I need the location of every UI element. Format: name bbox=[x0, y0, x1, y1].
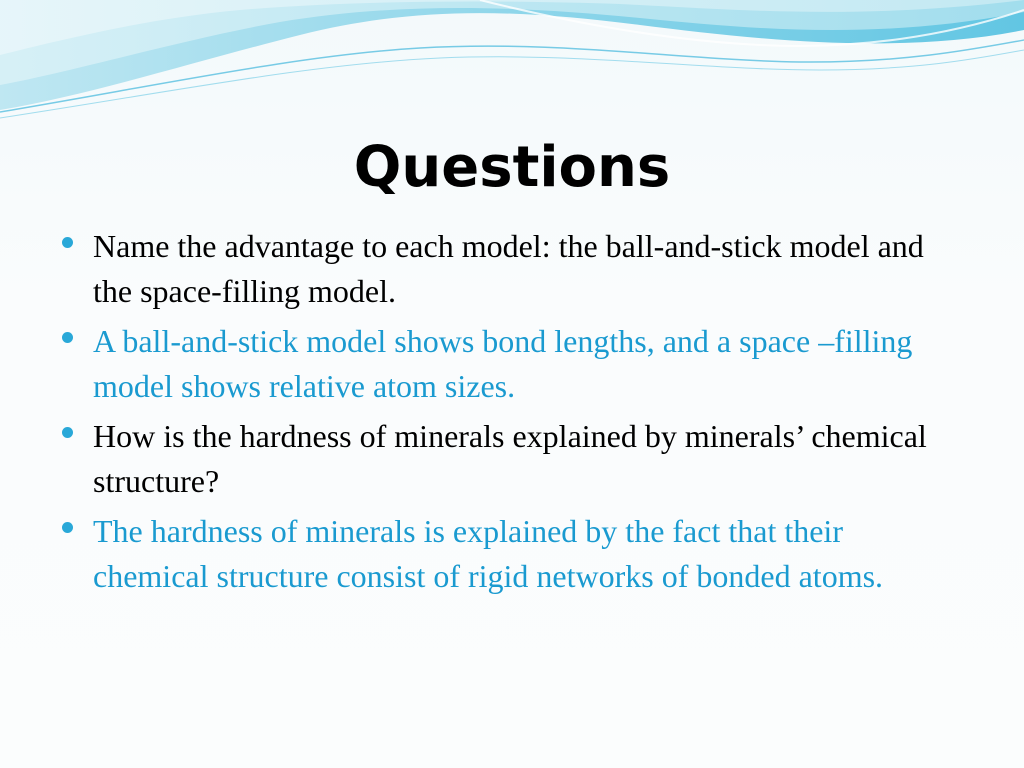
bullet-item bbox=[62, 509, 962, 599]
bullet-text: A ball-and-stick model shows bond lengths, and a space –filling model shows relative atom sizes. bbox=[93, 323, 913, 404]
bullet-dot-icon bbox=[62, 332, 73, 343]
bullet-item bbox=[62, 224, 962, 314]
slide-title: Questions bbox=[353, 135, 671, 200]
bullet-dot-icon bbox=[62, 237, 73, 248]
bullet-dot-icon bbox=[62, 427, 73, 438]
bullet-item bbox=[62, 319, 962, 409]
bullet-list bbox=[62, 224, 962, 604]
bullet-dot-icon bbox=[62, 522, 73, 533]
bullet-text: The hardness of minerals is explained by the fact that their chemical structure consist of rigid networks of bonded atoms. bbox=[93, 513, 884, 594]
bullet-item bbox=[62, 414, 962, 504]
bullet-text: Name the advantage to each model: the ball-and-stick model and the space-filling model. bbox=[93, 228, 924, 309]
decorative-wave-header bbox=[0, 0, 1024, 130]
bullet-text: How is the hardness of minerals explained by minerals’ chemical structure? bbox=[93, 418, 927, 499]
